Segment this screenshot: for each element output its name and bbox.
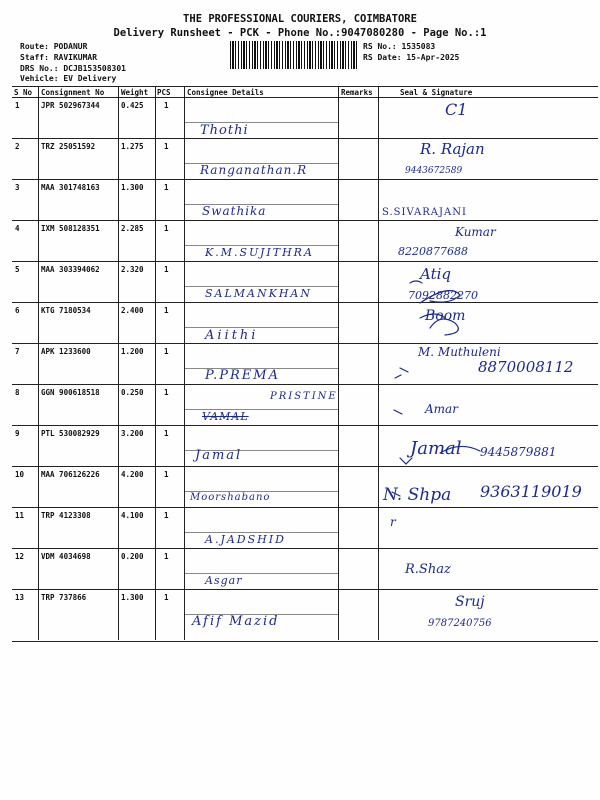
consignee-handwriting: Swathika <box>202 204 267 218</box>
row-consignment: PTL 530082929 <box>41 429 100 438</box>
rs-date: RS Date: 15-Apr-2025 <box>363 53 460 62</box>
row-pcs: 1 <box>164 470 169 479</box>
row-weight: 4.200 <box>121 470 144 479</box>
row-sno: 3 <box>15 183 20 192</box>
signature-phone: 9363119019 <box>480 482 582 501</box>
signature: S.SIVARAJANI <box>382 207 467 218</box>
row-sno: 11 <box>15 511 25 520</box>
row-weight: 2.285 <box>121 224 144 233</box>
row-sno: 9 <box>15 429 20 438</box>
col-divider <box>378 86 379 640</box>
signature: Jamal <box>410 438 462 459</box>
consignee-handwriting: Aiithi <box>205 328 259 343</box>
row-pcs: 1 <box>164 142 169 151</box>
row-sno: 8 <box>15 388 20 397</box>
row-pcs: 1 <box>164 183 169 192</box>
row-consignment: APK 1233600 <box>41 347 91 356</box>
header-consignment: Consignment No <box>41 88 105 97</box>
signature: Amar <box>425 402 458 416</box>
row-pcs: 1 <box>164 388 169 397</box>
signature: C1 <box>445 100 468 119</box>
signature: Sruj <box>455 594 485 610</box>
signature: r <box>390 515 396 529</box>
signature: R. Rajan <box>420 140 485 158</box>
row-sno: 1 <box>15 101 20 110</box>
row-weight: 3.200 <box>121 429 144 438</box>
row-weight: 1.200 <box>121 347 144 356</box>
row-weight: 1.300 <box>121 593 144 602</box>
consignee-handwriting: A.JADSHID <box>205 533 286 546</box>
row-sno: 12 <box>15 552 25 561</box>
row-consignment: JPR 502967344 <box>41 101 100 110</box>
row-consignment: GGN 900618518 <box>41 388 100 397</box>
row-pcs: 1 <box>164 593 169 602</box>
signature-ink-strokes <box>380 98 598 628</box>
row-pcs: 1 <box>164 347 169 356</box>
signature-phone: 8220877688 <box>398 245 468 258</box>
signature: R.Shaz <box>405 562 451 577</box>
drs-number: DRS No.: DCJB153508301 <box>20 64 126 73</box>
row-weight: 0.200 <box>121 552 144 561</box>
rs-number: RS No.: 1535083 <box>363 42 436 51</box>
signature: N. Shpa <box>383 485 452 505</box>
header-consignee: Consignee Details <box>187 88 264 97</box>
consignee-handwriting: Afif Mazid <box>192 614 280 629</box>
signature-phone: 7092882270 <box>408 289 478 302</box>
header-seal: Seal & Signature <box>400 88 473 97</box>
row-pcs: 1 <box>164 306 169 315</box>
signature: Boom <box>425 308 466 324</box>
signature-phone: 8870008112 <box>478 358 574 376</box>
route-label: Route: PODANUR <box>20 42 88 51</box>
row-sno: 7 <box>15 347 20 356</box>
col-divider <box>338 86 339 640</box>
row-weight: 1.300 <box>121 183 144 192</box>
signature-phone: 9445879881 <box>480 445 557 459</box>
company-title: THE PROFESSIONAL COURIERS, COIMBATORE <box>183 13 417 25</box>
staff-label: Staff: RAVIKUMAR <box>20 53 98 62</box>
row-sno: 4 <box>15 224 20 233</box>
col-divider <box>118 86 119 640</box>
row-weight: 4.100 <box>121 511 144 520</box>
row-consignment: TRP 737866 <box>41 593 87 602</box>
row-consignment: MAA 301748163 <box>41 183 100 192</box>
row-weight: 2.400 <box>121 306 144 315</box>
consignee-handwriting: Thothi <box>200 123 249 138</box>
signature: M. Muthuleni <box>418 345 501 359</box>
vehicle-label: Vehicle: EV Delivery <box>20 74 117 83</box>
row-consignment: TRZ 25051592 <box>41 142 96 151</box>
header-pcs: PCS <box>157 88 171 97</box>
row-sno: 6 <box>15 306 20 315</box>
row-consignment: MAA 706126226 <box>41 470 100 479</box>
col-divider <box>155 86 156 640</box>
row-pcs: 1 <box>164 552 169 561</box>
signature-phone: 9787240756 <box>428 618 492 629</box>
col-divider <box>184 86 185 640</box>
row-sno: 5 <box>15 265 20 274</box>
header-sno: S No <box>14 88 33 97</box>
runsheet-subtitle: Delivery Runsheet - PCK - Phone No.:9047080280 - Page No.:1 <box>113 27 487 39</box>
col-divider <box>38 86 39 640</box>
row-weight: 2.320 <box>121 265 144 274</box>
row-pcs: 1 <box>164 511 169 520</box>
row-consignment: IXM 508128351 <box>41 224 100 233</box>
signature: Atiq <box>420 265 451 283</box>
row-consignment: VDM 4034698 <box>41 552 91 561</box>
row-weight: 0.250 <box>121 388 144 397</box>
row-sno: 13 <box>15 593 25 602</box>
row-consignment: MAA 303394062 <box>41 265 100 274</box>
consignee-handwriting: Jamal <box>195 448 243 463</box>
row-sno: 2 <box>15 142 20 151</box>
header-weight: Weight <box>121 88 149 97</box>
signature-phone: 9443672589 <box>405 166 463 176</box>
row-consignment: KTG 7180534 <box>41 306 91 315</box>
barcode <box>230 41 358 69</box>
row-pcs: 1 <box>164 429 169 438</box>
consignee-handwriting: PRISTINE <box>270 391 338 402</box>
signature: Kumar <box>455 225 496 239</box>
row-sno: 10 <box>15 470 25 479</box>
consignee-handwriting: Moorshabano <box>190 492 271 503</box>
consignee-handwriting: SALMANKHAN <box>205 287 312 300</box>
row-pcs: 1 <box>164 265 169 274</box>
consignee-handwriting: P.PREMA <box>205 368 280 383</box>
row-weight: 1.275 <box>121 142 144 151</box>
consignee-handwriting: Asgar <box>205 574 243 587</box>
row-pcs: 1 <box>164 101 169 110</box>
row-pcs: 1 <box>164 224 169 233</box>
row-consignment: TRP 4123308 <box>41 511 91 520</box>
row-weight: 0.425 <box>121 101 144 110</box>
header-remarks: Remarks <box>341 88 373 97</box>
consignee-handwriting: K.M.SUJITHRA <box>205 246 314 259</box>
consignee-handwriting: Ranganathan.R <box>200 163 308 177</box>
consignee-handwriting-struck: VAMAL <box>202 410 249 423</box>
